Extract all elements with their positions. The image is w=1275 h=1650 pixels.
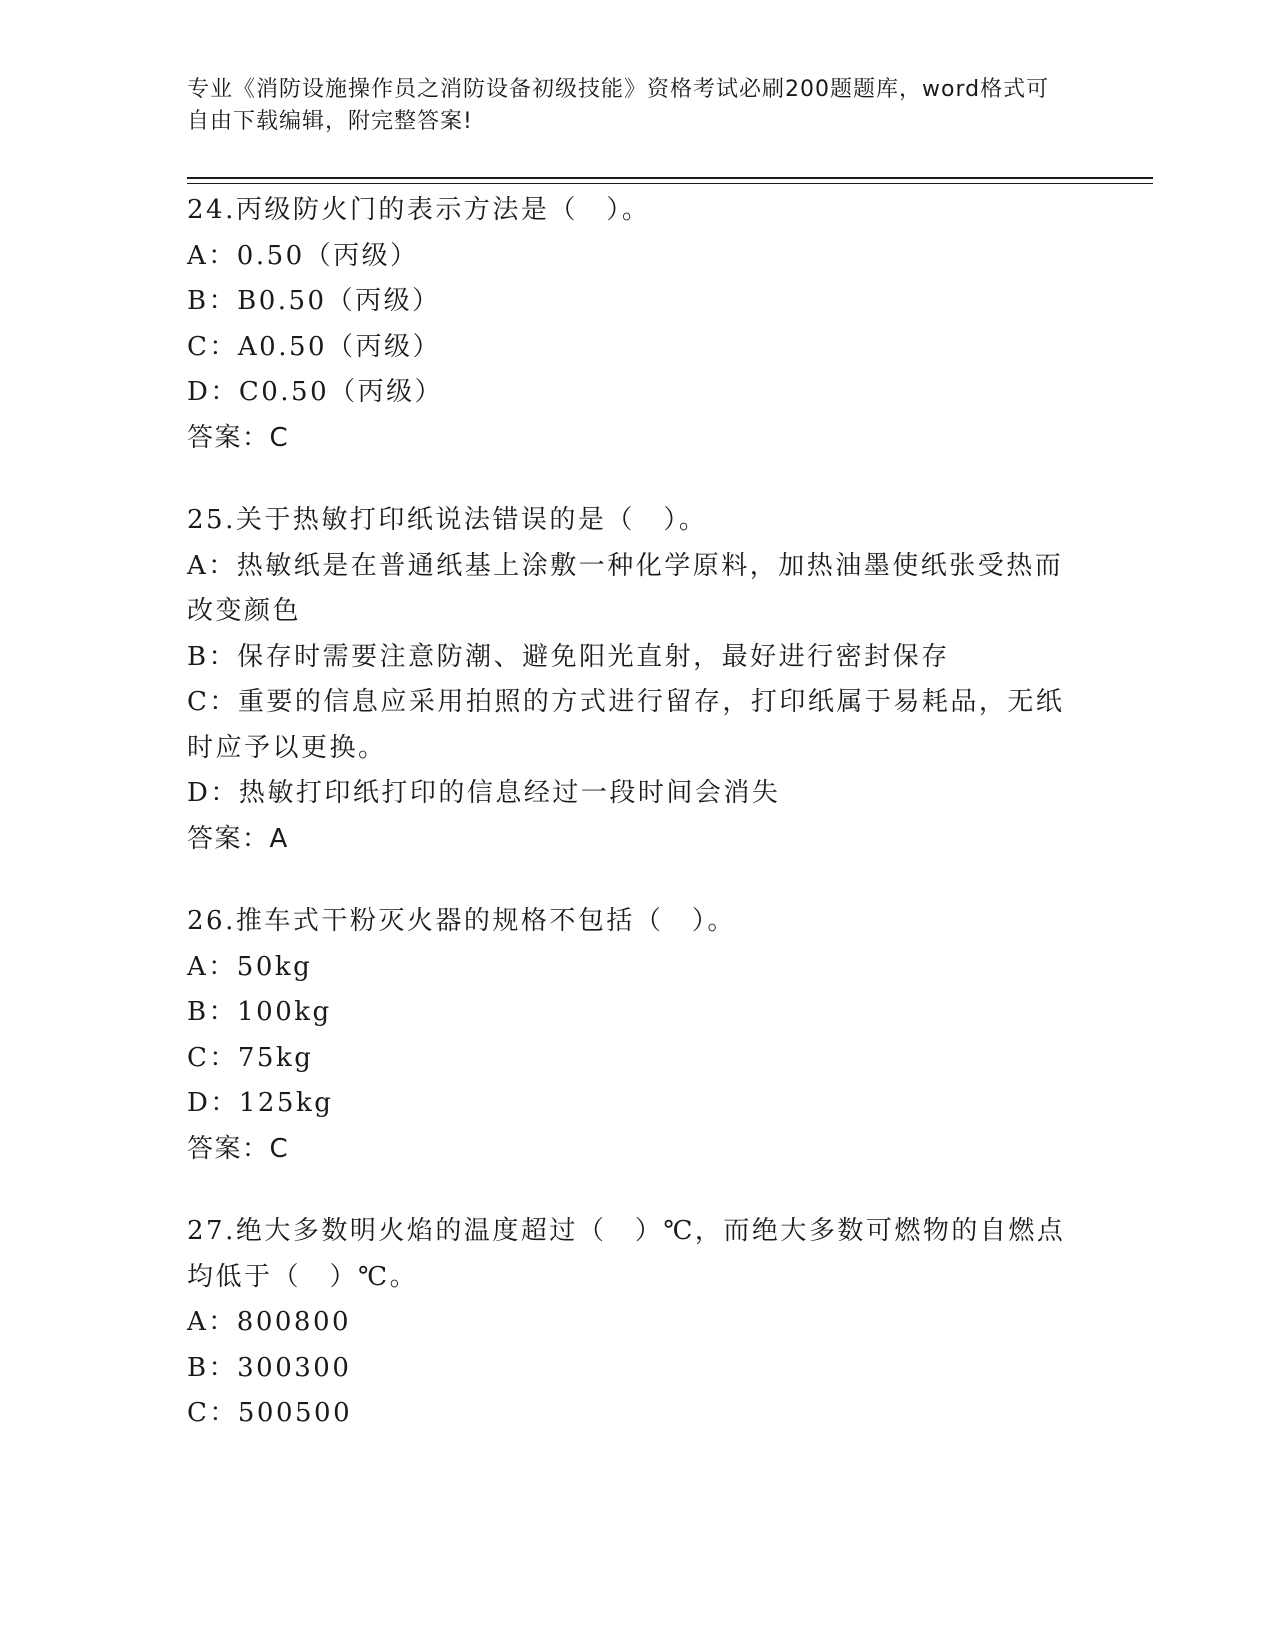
option-b: B：300300: [187, 1352, 352, 1383]
option-b: B：100kg: [187, 997, 332, 1027]
option-a: A：0.50（丙级）: [187, 240, 419, 271]
option-a: A：热敏纸是在普通纸基上涂敷一种化学原料，加热油墨使纸张受热而改变颜色: [187, 550, 1064, 626]
option-c: C：重要的信息应采用拍照的方式进行留存，打印纸属于易耗品，无纸时应予以更换。: [187, 687, 1065, 763]
option-a: A：800800: [187, 1307, 352, 1337]
question-27: [187, 1209, 1087, 1437]
header-rule-thin: [187, 183, 1153, 184]
option-c: C：75kg: [187, 1042, 314, 1073]
question-stem: 26.推车式干粉灭火器的规格不包括（ ）。: [187, 906, 736, 936]
document-intro: 专业《消防设施操作员之消防设备初级技能》资格考试必刷200题题库，word格式可自由下载编辑，附完整答案!: [187, 77, 1050, 134]
answer-line: 答案：C: [187, 422, 290, 453]
question-stem: 24.丙级防火门的表示方法是（ ）。: [187, 195, 651, 225]
answer-line: 答案：A: [187, 823, 289, 854]
question-26: [187, 899, 1087, 1172]
question-24: [187, 188, 1087, 461]
option-d: D：125kg: [187, 1088, 334, 1118]
question-stem: 25.关于热敏打印纸说法错误的是（ ）。: [187, 505, 708, 535]
question-25: [187, 498, 1087, 862]
option-c: C：A0.50（丙级）: [187, 331, 442, 362]
option-d: D：C0.50（丙级）: [187, 377, 444, 407]
option-c: C：500500: [187, 1398, 353, 1428]
option-d: D：热敏打印纸打印的信息经过一段时间会消失: [187, 778, 781, 808]
question-stem: 27.绝大多数明火焰的温度超过（ ）℃，而绝大多数可燃物的自燃点均低于（ ）℃。: [187, 1216, 1066, 1292]
answer-line: 答案：C: [187, 1133, 290, 1164]
question-list: [187, 188, 1087, 1474]
option-a: A：50kg: [187, 951, 313, 982]
header-rule-thick: [187, 177, 1153, 179]
option-b: B：保存时需要注意防潮、避免阳光直射，最好进行密封保存: [187, 641, 950, 672]
option-b: B：B0.50（丙级）: [187, 286, 441, 316]
